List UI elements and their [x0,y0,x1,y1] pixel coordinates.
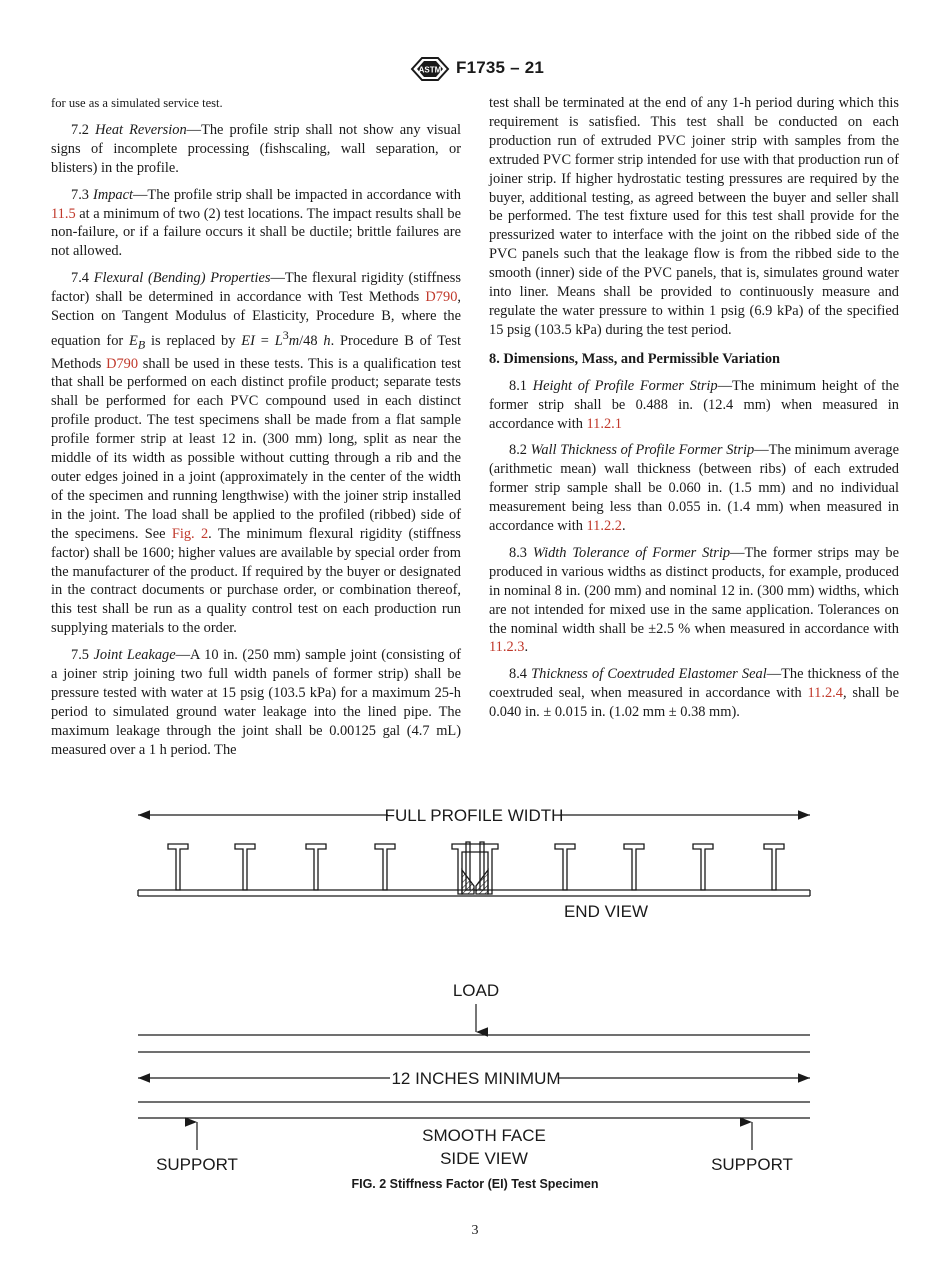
section-number: 8.3 [509,544,527,561]
section-number: 8.4 [509,666,527,683]
joiner-strip-joint [452,842,498,894]
rib [555,844,575,890]
paragraph-text: —The minimum height of the former strip shall be 0.488 in. (12.4 mm) when measured in accordance with [489,377,899,432]
support-left-label: SUPPORT [156,1155,238,1174]
section-title: Thickness of Coextruded Elastomer Seal [531,666,767,683]
ref-link-11-2-3[interactable]: 11.2.3 [489,639,525,656]
document-id: F1735 – 21 [456,58,545,77]
full-profile-width-label: FULL PROFILE WIDTH [384,806,564,825]
rib [375,844,395,890]
equation-superscript: 3 [282,327,289,342]
twelve-inches-label: 12 INCHES MINIMUM [391,1069,561,1088]
ref-link-fig-2[interactable]: Fig. 2 [171,525,209,542]
paragraph-text: . Procedure B of Test Methods [51,332,461,372]
section-number: 7.4 [71,270,89,287]
rib [624,844,644,890]
paragraph-text: . The minimum flexural rigidity (stiffness factor) shall be 1600; higher values are available by special order from the manufacturer of the product. If required by the buyer or designated in the contract documents or purchase order, or combination thereof, this test shall be run as a quality control test on each production run supplying materials to the order. [51,525,462,637]
paragraph-8-4 [489,665,899,722]
twelve-inches-dimension [138,1069,810,1088]
paragraph-text: at a minimum of two (2) test locations. The impact results shall be non-failure, or if a failure occurs it shall be ductile; brittle failures are not allowed. [51,205,461,260]
side-view-label: SIDE VIEW [440,1149,528,1168]
paragraph-7-5 [51,646,461,759]
equation-subscript: B [137,337,146,352]
full-profile-width-dimension [138,806,810,825]
paragraph-text: —A 10 in. (250 mm) sample joint (consisting of a joiner strip joining two full width panels of former strip) shall be pressure tested with water at 15 psig (103.5 kPa) for a maximum 25-h period to simulated ground water leakage into the lined pipe. The maximum leakage through the joint shall be 0.00125 gal (4.7 mL) measured over a 1 h period. The [51,647,461,758]
section-number: 7.5 [71,647,89,664]
paragraph-text: —The profile strip shall not show any visual signs of incomplete processing (fishscaling, wall separation, or blisters) in the profile. [51,121,461,176]
page-number: 3 [471,1223,479,1238]
section-title: Impact [93,186,134,203]
section-title: Flexural (Bending) Properties [93,270,271,287]
rib [764,844,784,890]
right-column [489,94,899,730]
rib [168,844,188,890]
paragraph-7-5-continued: test shall be terminated at the end of any 1-h period during which this requirement is satisfied. This test shall be conducted on each production run of extruded PVC joiner strip with samples from the extruded PVC former strip intended for use with that production run of joiner strip. If higher hydrostatic testing pressures are required by the buyer, additional testing, as agreed between the buyer and seller shall be performed. The test fixture used for this test shall provide for the pressurized water to interface with the joint on the ribbed side of the PVC panels such that the leakage flow is from the ribbed side to the smooth (inner) side of the PVC panels, that is, simulates ground water into liner. Means shall be provided to continuously measure and regulate the water pressure to within 1 psig (6.9 kPa) of the specified 15 psig (103.5 kPa) during the test period. [489,95,899,338]
page-header [0,56,950,86]
section-number: 7.3 [71,186,89,203]
paragraph-text: shall be used in these tests. This is a qualification test that shall be performed on each distinct profile product; separate tests shall be performed for each PVC compound used in each distinct profile product. The test specimens shall be made from a flat sample profile former strip at least 12 in. (300 mm) long, split as near the middle of its width as possible without cutting through a rib and the outer edges joined in a joint (approximately in the center of the width of the specimen and running lengthwise) with the joiner strip installed in the joint. The load shall be applied to the profiled (ribbed) side of the specimens. See [51,355,462,542]
support-right-label: SUPPORT [711,1155,793,1174]
section-title: Height of Profile Former Strip [532,377,718,394]
paragraph-text: is replaced by [145,332,242,349]
ref-link-11-2-1[interactable]: 11.2.1 [586,415,622,432]
paragraph-text: —The profile strip shall be impacted in accordance with [133,186,461,203]
ref-link-d790[interactable]: D790 [106,355,139,372]
section-title: Wall Thickness of Profile Former Strip [530,442,755,459]
astm-logo-icon [408,56,452,82]
ref-link-11-5[interactable]: 11.5 [51,205,76,222]
ref-link-11-2-4[interactable]: 11.2.4 [807,685,843,702]
ref-link-d790[interactable]: D790 [425,289,458,306]
section-title: Width Tolerance of Former Strip [532,544,731,561]
section-number: 7.2 [71,121,89,138]
section-heading-8: 8. Dimensions, Mass, and Permissible Variation [489,350,781,367]
paragraph-7-1-end: for use as a simulated service test. [51,96,223,110]
equation-var: h [323,332,331,349]
paragraph-text: , shall be 0.040 in. ± 0.015 in. (1.02 mm ± 0.38 mm). [489,685,899,721]
figure-caption: FIG. 2 Stiffness Factor (EI) Test Specimen [351,1177,599,1191]
figure-2-drawing [0,790,950,1210]
paragraph-text: . [524,639,529,656]
section-number: 8.1 [509,377,527,394]
paragraph-8-1 [489,377,899,434]
paragraph-text: —The minimum average (arithmetic mean) wall thickness (between ribs) of each extruded former strip sample shall be 0.060 in. (1.5 mm) and no individual measurement being less than 0.055 in. (1.4 mm) when measured in accordance with [489,442,899,535]
equation-var: E [129,332,138,349]
equation-var: EI [241,332,255,349]
left-column [51,94,461,768]
paragraph-text: —The thickness of the coextruded seal, when measured in accordance with [489,666,899,702]
logo-text: ASTM [418,65,442,75]
section-title: Heat Reversion [95,121,187,138]
paragraph-text: /48 [299,332,324,349]
figure-2 [0,790,950,1210]
paragraph-text: . [621,518,626,535]
paragraph-text: = [254,332,275,349]
rib [693,844,713,890]
paragraph-text: —The flexural rigidity (stiffness factor) shall be determined in accordance with Test Methods [51,270,461,306]
section-title: Joint Leakage [93,647,176,664]
load-label: LOAD [452,981,500,1000]
end-view-profile [138,842,810,896]
paragraph-text: , Section on Tangent Modulus of Elasticity, Procedure B, where the equation for [51,289,461,349]
end-view-label: END VIEW [563,902,649,921]
paragraph-text: —The former strips may be produced in various widths as distinct products, for example, produced in nominal 8 in. (200 mm) and nominal 12 in. (300 mm) widths, which are not intended for mixed use in the same application. Tolerances on the nominal width shall be ±2.5 % when measured in accordance with [489,544,899,637]
section-number: 8.2 [509,442,527,459]
smooth-face-label: SMOOTH FACE [422,1126,546,1145]
equation-var: L [274,332,283,349]
paragraph-7-2 [51,121,461,178]
paragraph-7-3 [51,186,461,262]
ref-link-11-2-2[interactable]: 11.2.2 [586,518,622,535]
rib [306,844,326,890]
equation-var: m [288,332,300,349]
paragraph-8-3 [489,544,899,657]
rib [235,844,255,890]
paragraph-7-4 [51,269,461,638]
paragraph-8-2 [489,441,899,536]
